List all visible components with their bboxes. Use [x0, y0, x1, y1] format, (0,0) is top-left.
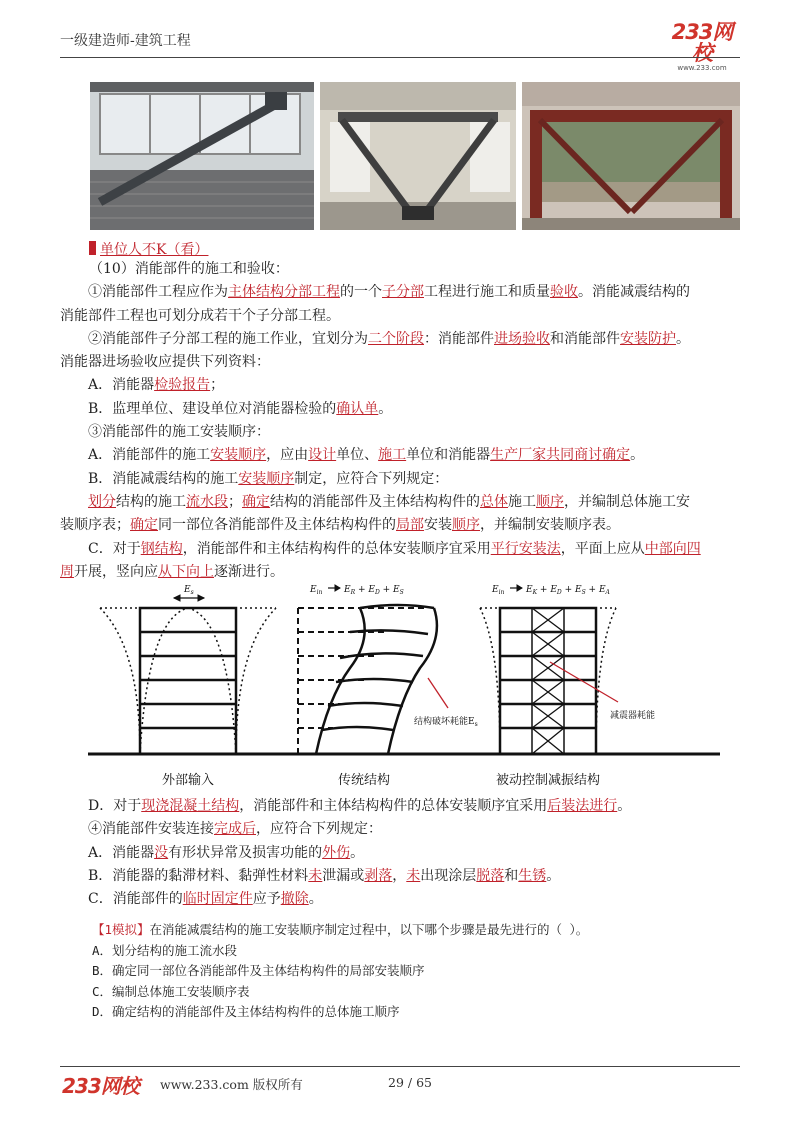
diagram-passive-control — [480, 585, 616, 754]
label-eq-mid: $E_R + E_D + E_S$ — [344, 585, 404, 596]
photo-brace-frame — [522, 82, 740, 230]
label-structure-damage: 结构破坏耗能$E_s$ — [414, 717, 478, 728]
question-option: D．确定结构的消能部件及主体结构构件的总体施工顺序 — [92, 1004, 400, 1019]
logo-wordmark: 233网校 — [671, 20, 733, 65]
paragraph-4: ④消能部件安装连接完成后，应符合下列规定： — [88, 821, 382, 838]
item-b2: B．消能减震结构的施工安装顺序制定，应符合下列规定： — [88, 470, 449, 487]
label-es: $E_s$ — [184, 585, 194, 596]
question-stem: 【1模拟】在消能减震结构的施工安装顺序制定过程中，以下哪个步骤是最先进行的（ ）。 — [92, 922, 589, 937]
question-option: A．划分结构的施工流水段 — [92, 942, 238, 958]
body-text-continued — [60, 795, 740, 911]
page-number: 29 / 65 — [388, 1075, 432, 1090]
footer-copyright: www.233.com 版权所有 — [160, 1077, 303, 1092]
footer-divider — [60, 1066, 740, 1067]
label-eq-right: $E_K + E_D + E_S + E_A$ — [526, 585, 610, 596]
body-text — [60, 258, 740, 584]
section-tag — [89, 239, 208, 259]
structure-diagram — [88, 578, 720, 800]
footer-logo: 233网校 — [62, 1074, 139, 1098]
item-d1: D．对于现浇混凝土结构，消能部件和主体结构构件的总体安装顺序宜采用后装法进行。 — [88, 798, 632, 814]
tag-marker — [89, 241, 96, 255]
label-ein-right: $E_{in}$ — [492, 585, 505, 596]
paragraph-2: ②消能部件子分部工程的施工作业，宜划分为二个阶段：消能部件进场验收和消能部件安装防护。 — [88, 330, 690, 347]
logo-url: www.233.com — [677, 64, 727, 72]
item-c1: C．对于钢结构，消能部件和主体结构构件的总体安装顺序宜采用平行安装法，平面上应从中部向四 — [88, 540, 701, 557]
item-a1: A．消能器检验报告； — [88, 377, 225, 394]
photo-brace-window — [90, 82, 314, 230]
item-a2: A．消能部件的施工安装顺序，应由设计单位、施工单位和消能器生产厂家共同商讨确定。 — [88, 447, 645, 464]
caption-traditional: 传统结构 — [337, 773, 391, 788]
rule-line-2: 装顺序表；确定同一部位各消能部件及主体结构构件的局部安装顺序，并编制安装顺序表。 — [60, 517, 620, 534]
caption-passive-control: 被动控制减振结构 — [495, 773, 601, 788]
document-header-title: 一级建造师-建筑工程 — [60, 33, 191, 49]
header-divider — [60, 57, 740, 58]
diagram-traditional — [298, 585, 437, 754]
paragraph-1-cont: 消能部件工程也可划分成若干个子分部工程。 — [60, 307, 340, 324]
item-a3: A．消能器没有形状异常及损害功能的外伤。 — [88, 844, 365, 861]
paragraph-3: ③消能部件的施工安装顺序： — [88, 424, 270, 441]
section-heading: （10）消能部件的施工和验收： — [89, 261, 289, 277]
item-b1: B．监理单位、建设单位对消能器检验的确认单。 — [88, 400, 393, 417]
item-b3: B．消能器的黏滞材料、黏弹性材料未泄漏或剥落，未出现涂层脱落和生锈。 — [88, 867, 561, 884]
section-tag-text: 单位人不K（看） — [100, 242, 209, 258]
paragraph-2-cont: 消能器进场验收应提供下列资料： — [60, 354, 270, 371]
item-c3: C．消能部件的临时固定件应予撤除。 — [88, 891, 323, 908]
label-ein-mid: $E_{in}$ — [310, 585, 323, 596]
photo-brace-interior — [320, 82, 516, 230]
label-damper-energy: 减震器耗能 — [610, 711, 656, 721]
practice-question — [92, 920, 588, 1023]
photo-strip — [90, 82, 740, 230]
item-c1-cont: 周开展，竖向应从下向上逐渐进行。 — [60, 563, 284, 580]
paragraph-1: ①消能部件工程应作为主体结构分部工程的一个子分部工程进行施工和质量验收。消能减震结构的 — [88, 284, 690, 301]
rule-line-1: 划分结构的施工流水段；确定结构的消能部件及主体结构构件的总体施工顺序，并编制总体施工安 — [88, 493, 690, 510]
caption-external-input: 外部输入 — [161, 773, 215, 788]
brand-logo — [663, 22, 741, 72]
diagram-external-input — [100, 595, 276, 754]
question-tag: 【1模拟】 — [92, 922, 150, 937]
question-option: B．确定同一部位各消能部件及主体结构构件的局部安装顺序 — [92, 963, 425, 978]
question-option: C．编制总体施工安装顺序表 — [92, 983, 250, 999]
